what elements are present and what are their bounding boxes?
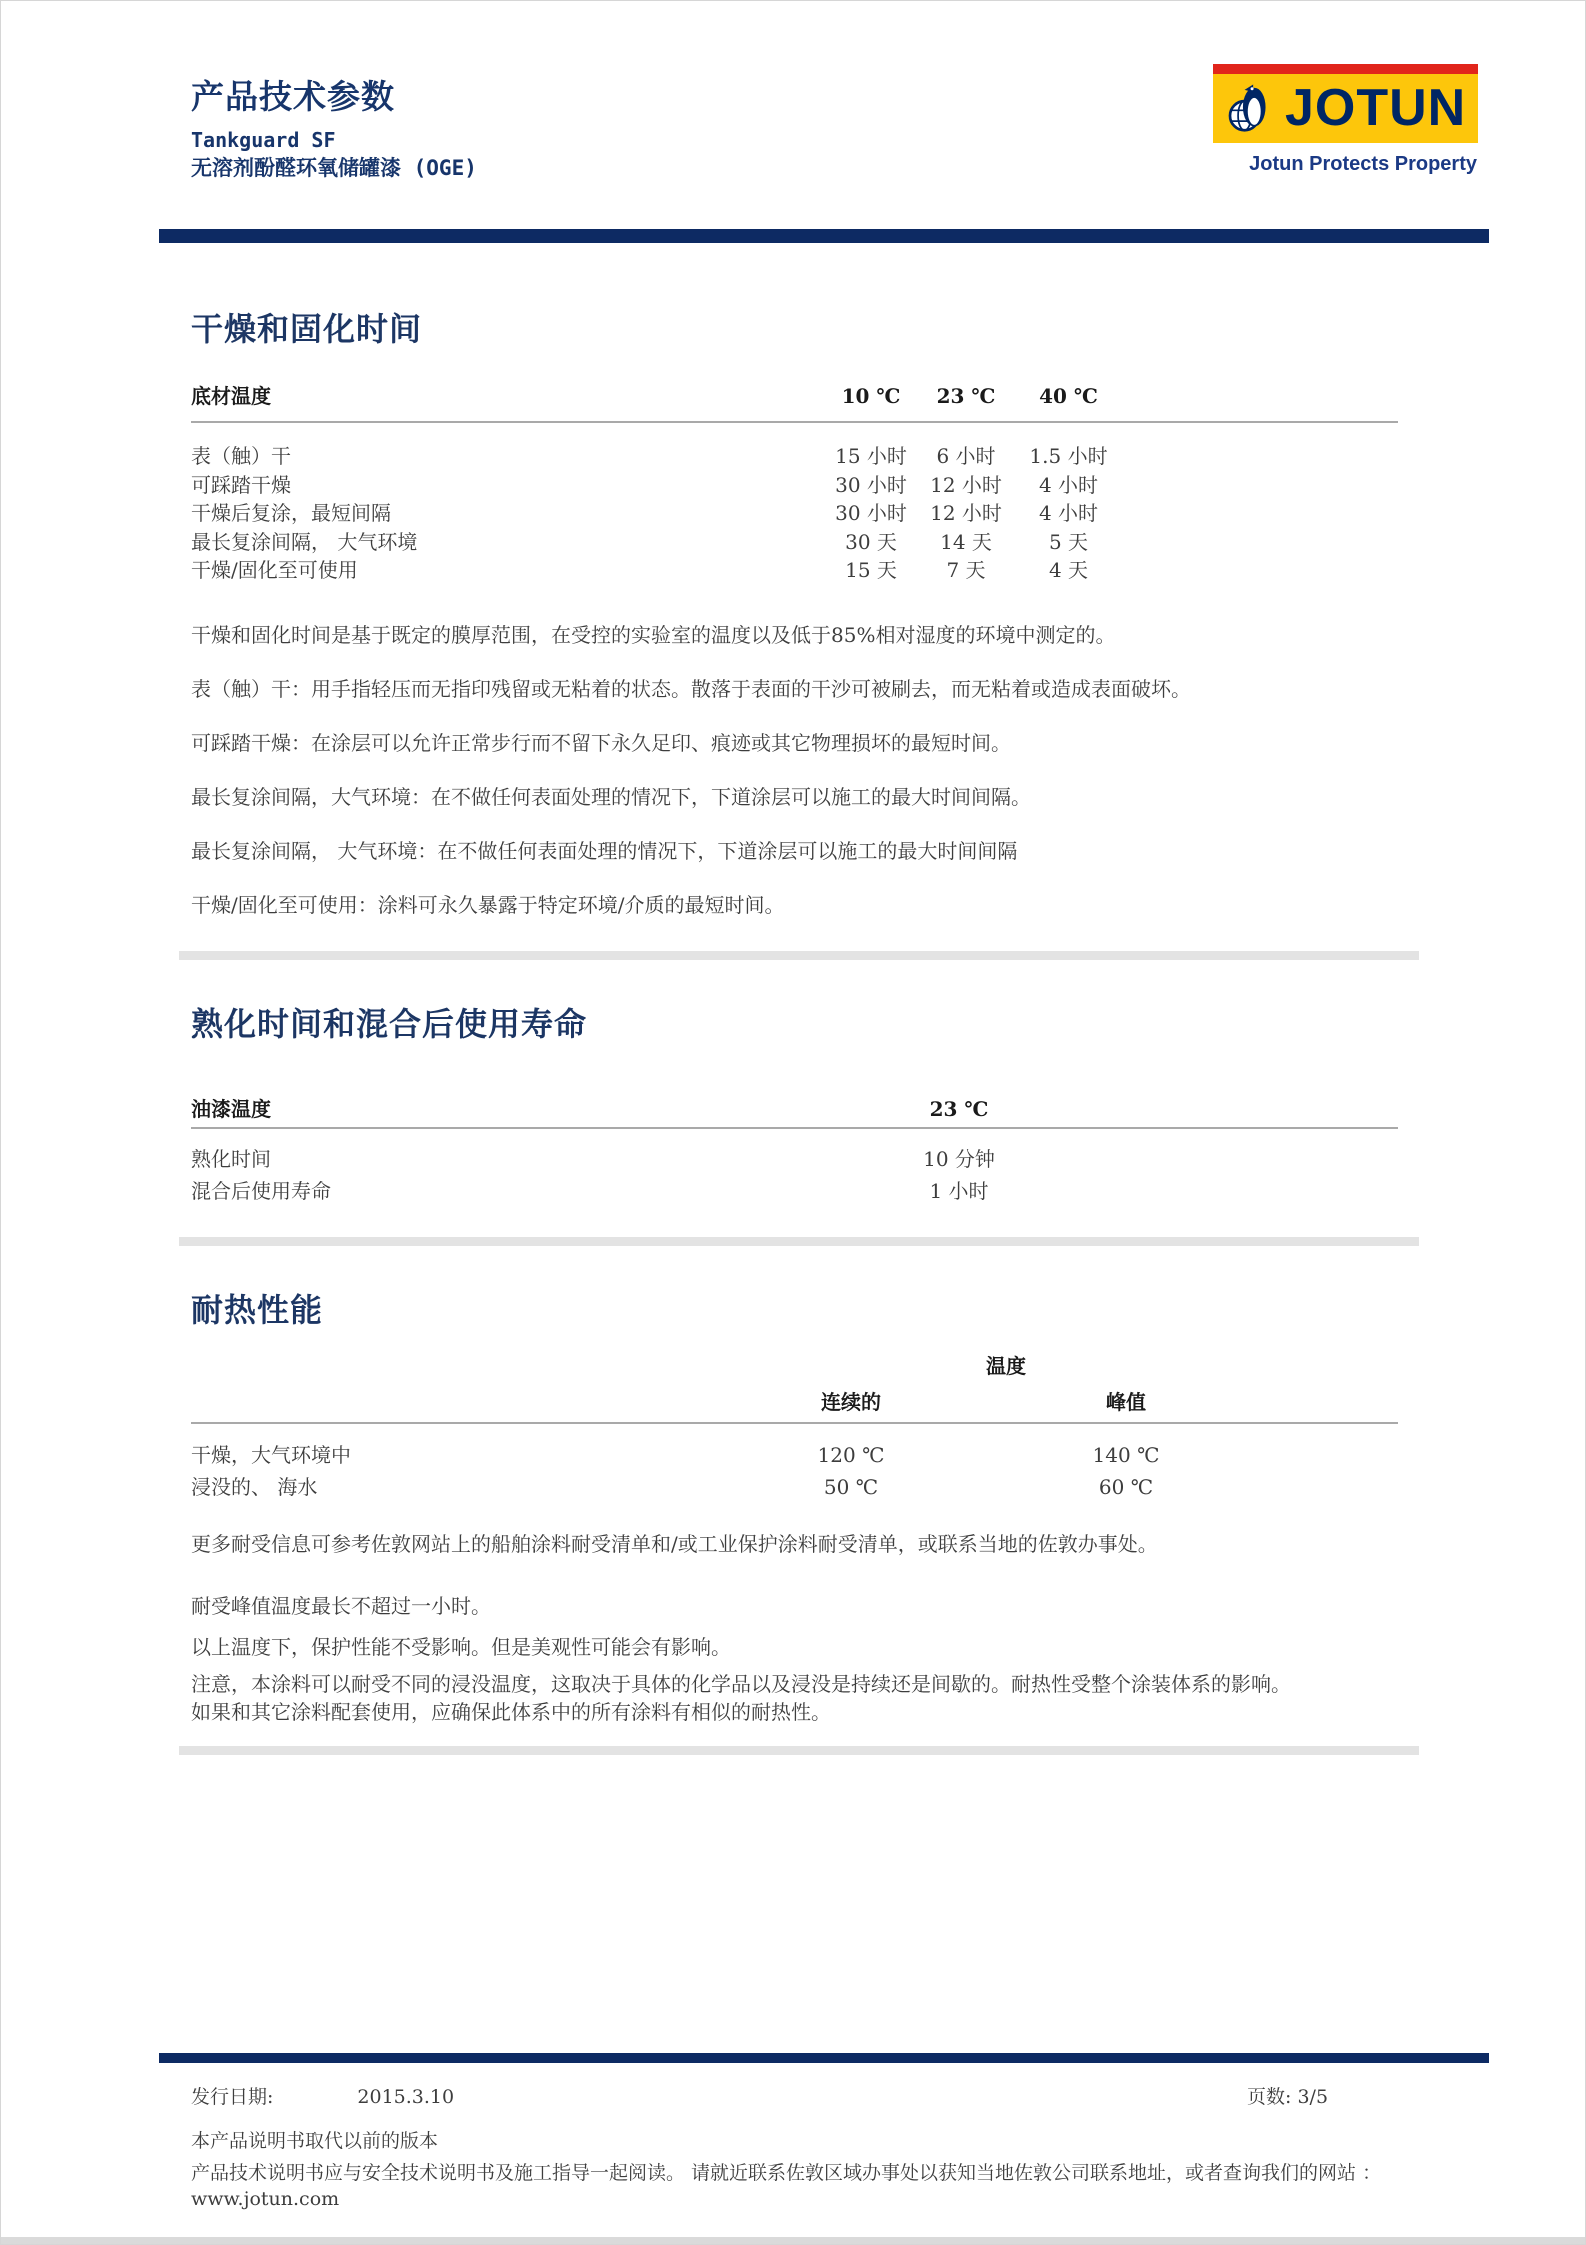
section-divider	[179, 1237, 1419, 1246]
cell-value: 60 ℃	[1098, 1475, 1154, 1499]
footer-divider-bar	[159, 2053, 1489, 2063]
note-text: 最长复涂间隔，大气环境：在不做任何表面处理的情况下，下道涂层可以施工的最大时间间隔。	[191, 785, 1031, 809]
cell-value: 4 小时	[1038, 501, 1099, 525]
cell-value: 4 天	[1048, 558, 1089, 582]
group-header: 温度	[986, 1354, 1026, 1378]
row-label: 混合后使用寿命	[191, 1179, 331, 1203]
column-header: 23 ℃	[936, 384, 996, 408]
column-header: 油漆温度	[191, 1097, 271, 1121]
cell-value: 12 小时	[930, 501, 1002, 525]
table-rule	[191, 421, 1398, 423]
cell-value: 4 小时	[1038, 472, 1099, 497]
penguin-globe-icon	[1223, 78, 1279, 138]
jotun-wordmark: JOTUN	[1285, 79, 1467, 137]
table-row	[191, 499, 1398, 528]
row-label: 干燥，大气环境中	[191, 1443, 351, 1467]
note-text: 最长复涂间隔， 大气环境：在不做任何表面处理的情况下，下道涂层可以施工的最大时间间隔	[191, 839, 1018, 863]
table-row	[191, 1143, 1398, 1175]
jotun-tagline: Jotun Protects Property	[1249, 153, 1477, 175]
cell-value: 15 小时	[835, 444, 907, 468]
cell-value: 50 ℃	[823, 1475, 879, 1499]
heat-table	[191, 1352, 1398, 1503]
section-title-drying: 干燥和固化时间	[191, 310, 423, 348]
row-label: 最长复涂间隔， 大气环境	[191, 529, 418, 554]
issue-date-label: 发行日期:	[191, 2086, 274, 2108]
note-text: 耐受峰值温度最长不超过一小时。	[191, 1594, 491, 1618]
column-header: 峰值	[1106, 1390, 1146, 1414]
table-row	[191, 442, 1398, 471]
section-title-heat: 耐热性能	[191, 1291, 324, 1329]
note-text: 表（触）干：用手指轻压而无指印残留或无粘着的状态。散落于表面的干沙可被刷去，而无粘着或造成表面破坏。	[191, 677, 1191, 701]
page-title: 产品技术参数	[191, 77, 395, 116]
footer-read-with-note: 产品技术说明书应与安全技术说明书及施工指导一起阅读。 请就近联系佐敦区域办事处以获知当地佐敦公司联系地址，或者查询我们的网站 ：	[191, 2162, 1382, 2184]
row-label: 干燥/固化至可使用	[191, 558, 358, 582]
column-header: 连续的	[821, 1390, 881, 1414]
cell-value: 5 天	[1048, 529, 1089, 554]
cell-value: 30 天	[845, 529, 897, 554]
column-header: 底材温度	[191, 384, 271, 408]
cell-value: 30 小时	[835, 472, 907, 497]
note-text: 注意，本涂料可以耐受不同的浸没温度，这取决于具体的化学品以及浸没是持续还是间歇的。耐热性受整个涂装体系的影响。	[191, 1672, 1291, 1696]
table-row	[191, 471, 1398, 500]
heat-table-group-header	[191, 1352, 1398, 1380]
cell-value: 6 小时	[936, 444, 996, 468]
jotun-logo	[1213, 64, 1478, 143]
section-divider	[179, 951, 1419, 960]
page-bottom-edge	[1, 2237, 1586, 2245]
row-label: 浸没的、 海水	[191, 1475, 318, 1499]
row-label: 熟化时间	[191, 1147, 271, 1171]
drying-table	[191, 382, 1398, 585]
table-row	[191, 1439, 1398, 1471]
column-header: 40 ℃	[1039, 384, 1098, 408]
cell-value: 1.5 小时	[1029, 444, 1108, 468]
row-label: 干燥后复涂，最短间隔	[191, 501, 391, 525]
website-link[interactable]: www.jotun.com	[191, 2188, 340, 2210]
note-text: 更多耐受信息可参考佐敦网站上的船舶涂料耐受清单和/或工业保护涂料耐受清单，或联系当地的佐敦办事处。	[191, 1532, 1158, 1556]
heat-notes	[191, 1530, 1491, 1726]
cell-value: 1 小时	[929, 1179, 989, 1203]
table-rule	[191, 1422, 1398, 1424]
table-row	[191, 1471, 1398, 1503]
product-name: Tankguard SF	[191, 128, 336, 152]
cell-value: 12 小时	[930, 472, 1002, 497]
drying-notes	[191, 621, 1451, 945]
table-row	[191, 556, 1398, 585]
issue-date-value: 2015.3.10	[357, 2086, 455, 2108]
induction-table-header	[191, 1095, 1398, 1123]
cell-value: 10 分钟	[923, 1147, 995, 1171]
footer-issue-row	[191, 2083, 1398, 2111]
note-text: 如果和其它涂料配套使用，应确保此体系中的所有涂料有相似的耐热性。	[191, 1700, 831, 1724]
table-rule	[191, 1127, 1398, 1129]
cell-value: 14 天	[940, 529, 992, 554]
cell-value: 120 ℃	[817, 1443, 885, 1467]
cell-value: 15 天	[845, 558, 897, 582]
section-divider	[179, 1746, 1419, 1755]
table-row	[191, 1175, 1398, 1207]
page-count	[1247, 2083, 1328, 2111]
note-text: 可踩踏干燥：在涂层可以允许正常步行而不留下永久足印、痕迹或其它物理损坏的最短时间。	[191, 731, 1011, 755]
heat-table-header	[191, 1388, 1398, 1416]
cell-value: 7 天	[946, 558, 986, 582]
logo-red-stripe	[1213, 64, 1478, 74]
note-text: 干燥/固化至可使用：涂料可永久暴露于特定环境/介质的最短时间。	[191, 893, 785, 917]
drying-table-header	[191, 382, 1398, 410]
column-header: 10 ℃	[841, 384, 901, 408]
product-description: 无溶剂酚醛环氧储罐漆 (OGE)	[191, 156, 477, 180]
footer-supersedes-note: 本产品说明书取代以前的版本	[191, 2130, 439, 2152]
cell-value: 140 ℃	[1092, 1443, 1160, 1467]
row-label: 表（触）干	[191, 444, 291, 468]
row-label: 可踩踏干燥	[191, 472, 291, 497]
page-count-label: 页数:	[1247, 2086, 1292, 2108]
cell-value: 30 小时	[835, 501, 907, 525]
footer	[191, 2083, 1398, 2212]
section-title-induction: 熟化时间和混合后使用寿命	[191, 1005, 588, 1043]
induction-table	[191, 1095, 1398, 1207]
table-row	[191, 528, 1398, 557]
note-text: 干燥和固化时间是基于既定的膜厚范围，在受控的实验室的温度以及低于85%相对湿度的环境中测定的。	[191, 623, 1116, 647]
note-text: 以上温度下，保护性能不受影响。但是美观性可能会有影响。	[191, 1635, 731, 1659]
page-count-value: 3/5	[1297, 2086, 1329, 2108]
column-header: 23 ℃	[929, 1097, 989, 1121]
header-divider-bar	[159, 229, 1489, 243]
